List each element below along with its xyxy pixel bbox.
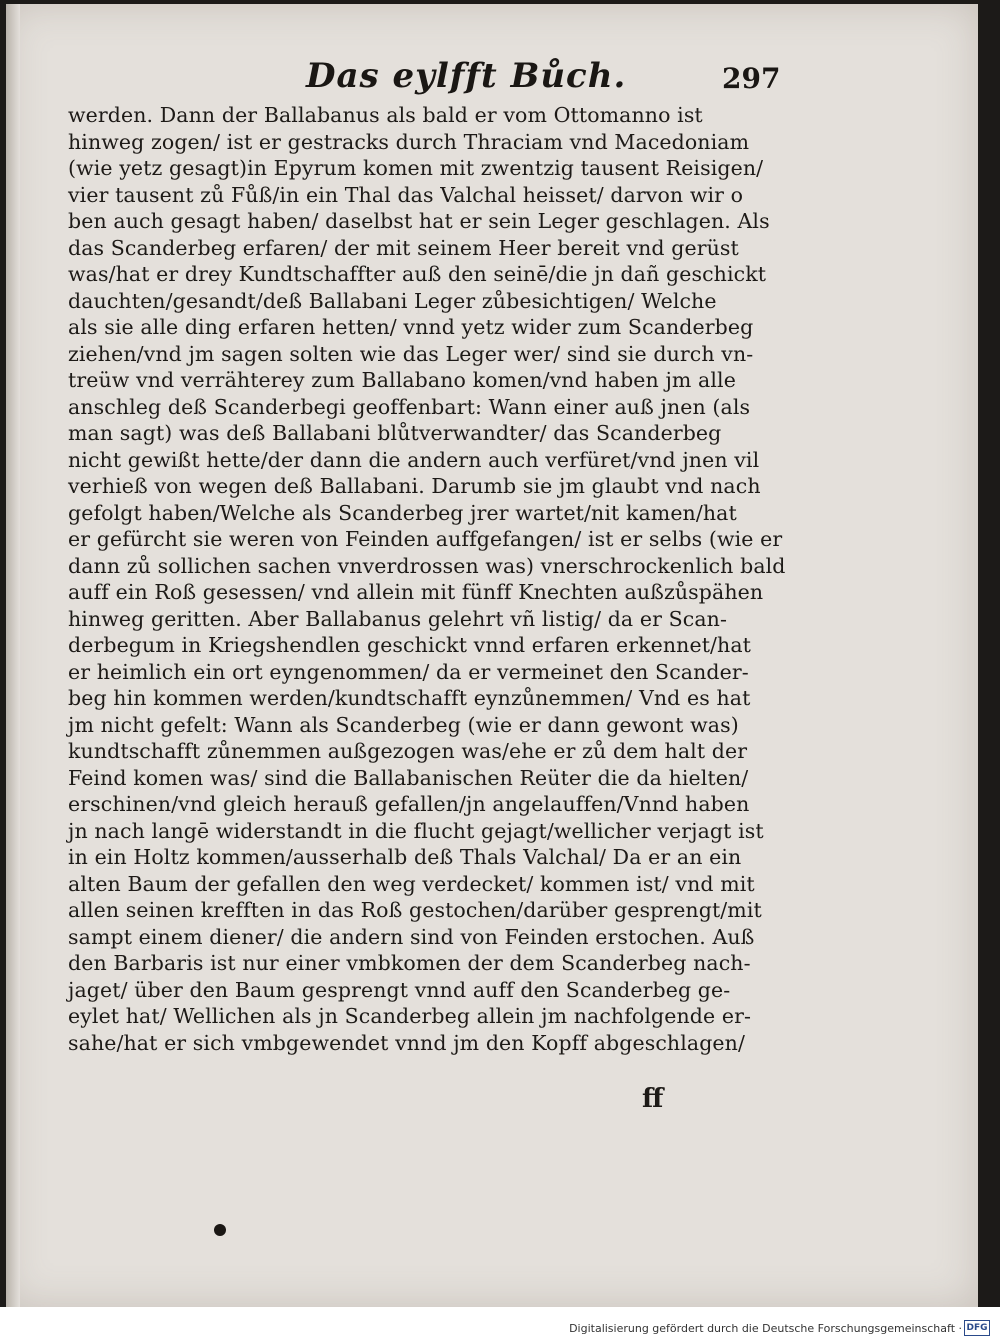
text-line: dauchten/gesandt/deß Ballabani Leger zůbesichtigen/ Welche	[68, 288, 717, 313]
text-line: was/hat er drey Kundtschaffter auß den seinē/die jn dañ geschickt	[68, 262, 767, 286]
text-line: jn nach langē widerstandt in die flucht gejagt/wellicher verjagt ist	[68, 818, 764, 843]
text-line: ziehen/vnd jm sagen solten wie das Leger wer/ sind sie durch vn‑	[68, 341, 754, 366]
text-line: hinweg zogen/ ist er gestracks durch Thraciam vnd Macedoniam	[68, 129, 750, 154]
page-header	[6, 56, 978, 106]
text-line: gefolgt haben/Welche als Scanderbeg jrer wartet/nit kamen/hat	[68, 500, 737, 525]
text-line: den Barbaris ist nur einer vmbkomen der dem Scanderbeg nach‑	[68, 951, 751, 975]
text-line: dann zů sollichen sachen vnverdrossen was) vnerschrockenlich bald	[68, 553, 786, 578]
text-line: erschinen/vnd gleich herauß gefallen/jn angelauffen/Vnnd haben	[68, 792, 750, 816]
text-line: derbegum in Kriegshendlen geschickt vnnd erfaren erkennet/hat	[68, 633, 751, 657]
text-line: in ein Holtz kommen/ausserhalb deß Thals Valchal/ Da er an ein	[68, 845, 742, 869]
text-line: eylet hat/ Wellichen als jn Scanderbeg allein jm nachfolgende er‑	[68, 1004, 751, 1028]
text-line: das Scanderbeg erfaren/ der mit seinem Heer bereit vnd gerüst	[68, 235, 739, 260]
text-line: sahe/hat er sich vmbgewendet vnnd jm den Kopff abgeschlagen/	[68, 1030, 745, 1055]
text-line: sampt einem diener/ die andern sind von Feinden erstochen. Auß	[68, 924, 755, 949]
text-line: (wie yetz gesagt)in Epyrum komen mit zwentzig tausent Reisigen/	[68, 156, 764, 180]
text-line: treüw vnd verrähterey zum Ballabano komen/vnd haben jm alle	[68, 368, 736, 392]
text-line: auff ein Roß gesessen/ vnd allein mit fünff Knechten außzůspähen	[68, 580, 764, 604]
running-title: Das eylfft Bůch.	[306, 56, 627, 96]
text-line: als sie alle ding erfaren hetten/ vnnd yetz wider zum Scanderbeg	[68, 315, 754, 339]
page-gutter-shadow	[6, 4, 20, 1307]
body-text	[68, 102, 788, 1056]
text-line: er heimlich ein ort eyngenommen/ da er vermeinet den Scander‑	[68, 659, 749, 684]
page-number: 297	[722, 62, 781, 95]
text-line: hinweg geritten. Aber Ballabanus gelehrt vñ listig/ da er Scan‑	[68, 606, 727, 631]
ink-dot	[214, 1224, 226, 1236]
text-line: anschleg deß Scanderbegi geoffenbart: Wann einer auß jnen (als	[68, 394, 751, 419]
catchword: ff	[642, 1084, 664, 1114]
text-line: werden. Dann der Ballabanus als bald er vom Ottomanno ist	[68, 103, 703, 127]
text-line: nicht gewißt hette/der dann die andern auch verfüret/vnd jnen vil	[68, 447, 760, 472]
text-line: jaget/ über den Baum gesprengt vnnd auff den Scanderbeg ge‑	[68, 977, 731, 1002]
text-line: ben auch gesagt haben/ daselbst hat er sein Leger geschlagen. Als	[68, 209, 770, 233]
text-line: allen seinen krefften in das Roß gestochen/darüber gesprengt/mit	[68, 898, 762, 922]
text-line: man sagt) was deß Ballabani blůtverwandter/ das Scanderbeg	[68, 421, 722, 445]
text-line: verhieß von wegen deß Ballabani. Darumb sie jm glaubt vnd nach	[68, 474, 761, 498]
book-page	[6, 4, 978, 1307]
text-line: kundtschafft zůnemmen außgezogen was/ehe er zů dem halt der	[68, 739, 748, 763]
text-line: vier tausent zů Fůß/in ein Thal das Valchal heisset/ darvon wir o	[68, 182, 744, 207]
text-line: er gefürcht sie weren von Feinden auffgefangen/ ist er selbs (wie er	[68, 527, 783, 551]
dfg-logo: DFG	[964, 1320, 990, 1336]
digitization-credit: Digitalisierung gefördert durch die Deutsche Forschungsgemeinschaft ·	[569, 1322, 962, 1335]
text-line: jm nicht gefelt: Wann als Scanderbeg (wie er dann gewont was)	[68, 712, 739, 737]
text-line: alten Baum der gefallen den weg verdecket/ kommen ist/ vnd mit	[68, 871, 755, 896]
text-line: beg hin kommen werden/kundtschafft eynzůnemmen/ Vnd es hat	[68, 686, 751, 710]
text-line: Feind komen was/ sind die Ballabanischen Reüter die da hielten/	[68, 765, 749, 790]
